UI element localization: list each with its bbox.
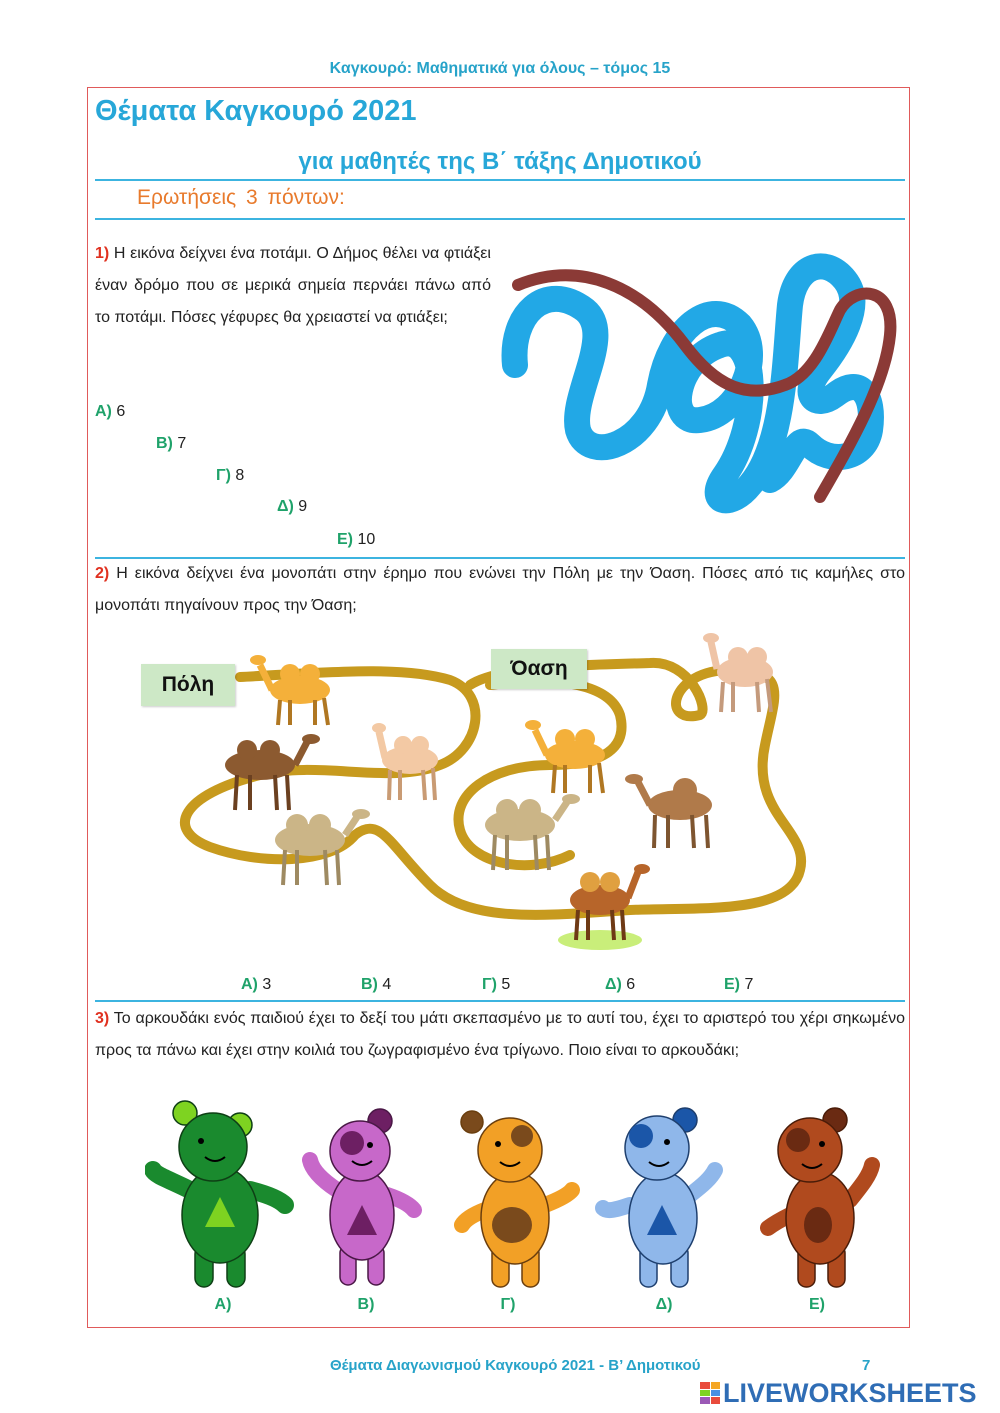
bear-a-label: Α) [214,1296,232,1313]
bear-c[interactable] [450,1100,580,1295]
bear-left-arm [603,1205,630,1210]
option-label: Δ) [277,498,294,515]
bear-eye [495,1141,501,1147]
section-heading: Ερωτήσεις 3 πόντων: [137,186,345,209]
option-label: Β) [156,435,173,452]
option-value: 6 [116,403,126,420]
bear-ear-over-eye [786,1128,810,1152]
divider [95,1000,905,1002]
bear-ear-over-eye [340,1131,364,1155]
bear-e-label: Ε) [809,1296,825,1313]
bear-head [179,1113,247,1181]
question-number: 2) [95,565,110,582]
camel-3 [372,723,438,800]
bear-right-arm [850,1165,872,1200]
q1-option-e[interactable] [337,531,375,549]
liveworksheets-logo[interactable] [700,1378,977,1408]
river-road-illustration [500,235,905,525]
option-value: 10 [357,531,376,548]
option-value: 5 [501,976,511,993]
page-subtitle: για μαθητές της Β΄ τάξης Δημοτικού [298,148,702,175]
bear-d-label: Δ) [655,1296,673,1313]
option-label: Δ) [605,976,622,993]
bear-ear-over-eye [511,1125,533,1147]
q1-option-d[interactable] [277,498,307,516]
bear-head [478,1118,542,1182]
divider [95,218,905,220]
option-value: 3 [262,976,272,993]
q2-option-b[interactable] [361,976,391,994]
option-value: 7 [177,435,187,452]
bear-belly-circle [804,1207,832,1243]
bear-eye [664,1139,670,1145]
question-2 [95,558,905,622]
city-sign: Πόλη [141,664,235,706]
camel-1 [250,655,330,725]
bear-a[interactable] [145,1095,295,1295]
logo-grid-icon [700,1382,720,1404]
option-value: 9 [298,498,308,515]
bear-d[interactable] [595,1100,730,1295]
option-label: Β) [361,976,378,993]
option-value: 6 [626,976,636,993]
bear-b-label: Β) [357,1296,375,1313]
question-1 [95,238,491,334]
option-label: Γ) [482,976,497,993]
question-number: 3) [95,1010,110,1027]
river-path [515,266,871,500]
camel-5 [525,720,605,793]
footer-text: Θέματα Διαγωνισμού Καγκουρό 2021 - Β’ Δημοτικού [330,1357,701,1374]
question-text: Η εικόνα δείχνει ένα μονοπάτι στην έρημο που ενώνει την Πόλη με την Όαση. Πόσες από τις καμήλες στο μονοπάτι πηγαίνουν προς την Όαση; [95,565,906,614]
question-number: 1) [95,245,110,262]
bear-eye [198,1138,204,1144]
bear-right-arm [690,1170,715,1195]
q2-option-d[interactable] [605,976,635,994]
question-3 [95,1003,905,1067]
bear-c-label: Γ) [500,1296,516,1313]
option-label: Α) [95,403,112,420]
option-value: 8 [235,467,245,484]
bear-eye [819,1141,825,1147]
option-value: 7 [744,976,754,993]
page-title: Θέματα Καγκουρό 2021 [95,95,417,127]
bear-b[interactable] [302,1095,422,1295]
question-text: Το αρκουδάκι ενός παιδιού έχει το δεξί του μάτι σκεπασμένο με το αυτί του, έχει το αριστερό του χέρι σηκωμένο προς τα πάνω και έχει στην κοιλιά του ζωγραφισμένο ένα τρίγωνο. Ποιο είναι το αρκουδάκι; [95,1010,906,1059]
q2-option-e[interactable] [724,976,753,994]
bear-ear [461,1111,483,1133]
q2-option-a[interactable] [241,976,271,994]
page-number: 7 [862,1357,871,1374]
option-value: 4 [382,976,392,993]
bear-head [778,1118,842,1182]
bear-right-arm [545,1190,572,1205]
bear-left-arm [153,1170,190,1190]
option-label: Γ) [216,467,231,484]
q1-option-a[interactable] [95,403,125,421]
option-label: Α) [241,976,258,993]
bear-eye [367,1142,373,1148]
bear-head [625,1116,689,1180]
option-label: Ε) [337,531,353,548]
bear-ear-over-eye [629,1124,653,1148]
q2-option-c[interactable] [482,976,510,994]
bear-e[interactable] [760,1100,900,1295]
question-text: Η εικόνα δείχνει ένα ποτάμι. Ο Δήμος θέλει να φτιάξει έναν δρόμο που σε μερικά σημεία περνάει πάνω από το ποτάμι. Πόσες γέφυρες θα χρειαστεί να φτιάξει; [95,245,491,326]
q1-option-c[interactable] [216,467,244,485]
divider [95,179,905,181]
logo-text: LIVEWORKSHEETS [723,1377,977,1408]
running-header: Καγκουρό: Μαθηματικά για όλους – τόμος 15 [329,60,671,77]
bear-belly-circle [492,1207,532,1243]
camel-7 [625,774,712,848]
q1-option-b[interactable] [156,435,186,453]
camel-4 [275,809,370,885]
option-label: Ε) [724,976,740,993]
oasis-sign: Όαση [491,649,587,689]
